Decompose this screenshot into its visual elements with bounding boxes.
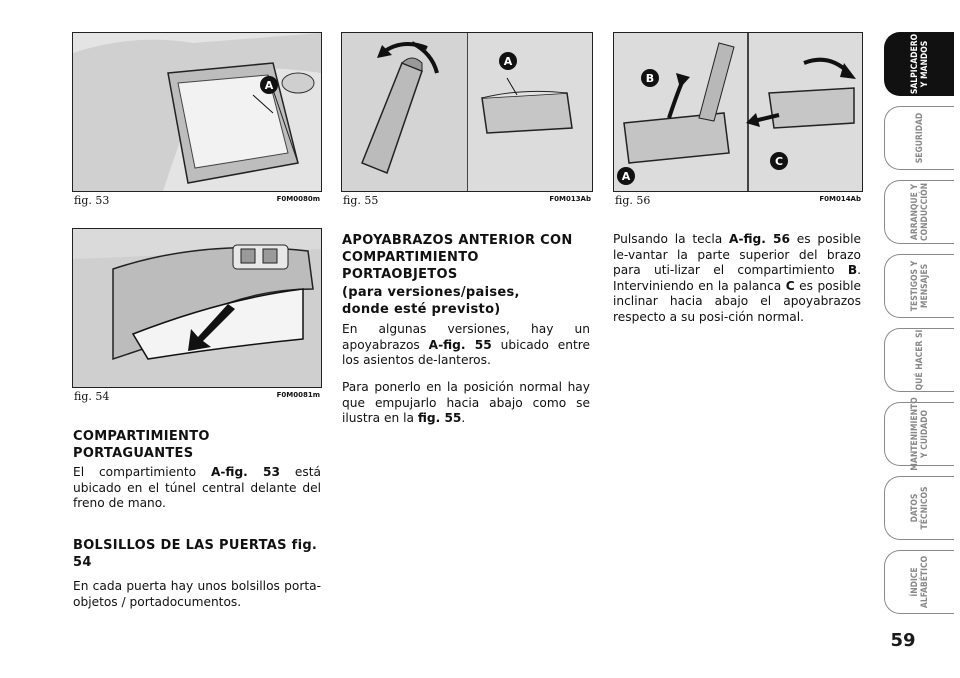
figure-56-caption: fig. 56	[615, 194, 651, 207]
tab-salpicadero-y-mandos[interactable]	[884, 32, 954, 96]
figure-55-code: F0M013Ab	[549, 195, 591, 203]
figure-53-caption: fig. 53	[74, 194, 110, 207]
armrest-heading: APOYABRAZOS ANTERIOR CON COMPARTIMIENTO PORTAOBJETOS	[342, 233, 573, 282]
figure-56-marker-c: C	[774, 155, 784, 168]
tab-label: ÍNDICE ALFABÉTICO	[909, 555, 930, 609]
armrest-operation-illustration	[614, 33, 862, 191]
glovebox-illustration	[73, 33, 321, 191]
glovebox-heading: COMPARTIMIENTO PORTAGUANTES	[73, 429, 210, 461]
glovebox-paragraph: El compartimiento A-fig. 53 está ubicado en el túnel central delante del freno de mano.	[73, 465, 321, 510]
figure-54-caption: fig. 54	[74, 390, 110, 403]
figure-56-code: F0M014Ab	[819, 195, 861, 203]
tab-label: TESTIGOS Y MENSAJES	[909, 260, 930, 312]
tab-datos-tecnicos[interactable]	[884, 476, 954, 540]
door-pockets-heading: BOLSILLOS DE LAS PUERTAS fig. 54	[73, 538, 318, 570]
armrest-operation-paragraph: Pulsando la tecla A-fig. 56 es posible le-vantar la parte superior del brazo para uti-lizar el compartimiento B. Interviniendo en la palanca C es posible inclinar hacia abajo el apoyabrazos respecto a su posi-ción normal.	[613, 232, 861, 324]
figure-56-marker-b: B	[645, 72, 655, 85]
figure-53-image	[72, 32, 322, 192]
tab-label: MANTENIMIENTO Y CUIDADO	[909, 397, 930, 471]
tab-label: QUÉ HACER SI	[914, 329, 925, 391]
door-pockets-paragraph: En cada puerta hay unos bolsillos porta-objetos / portadocumentos.	[73, 579, 321, 609]
page-number: 59	[890, 630, 916, 651]
armrest-paragraph-1: En algunas versiones, hay un apoyabrazos A-fig. 55 ubicado entre los asientos de-lanteros.	[342, 322, 590, 367]
figure-54-image	[72, 228, 322, 388]
tab-testigos-y-mensajes[interactable]	[884, 254, 954, 318]
figure-55-marker: A	[503, 55, 513, 68]
tab-mantenimiento-y-cuidado[interactable]	[884, 397, 954, 471]
armrest-subheading: (para versiones/paises, donde esté previsto)	[342, 285, 520, 317]
tab-indice-alfabetico[interactable]	[884, 550, 954, 614]
armrest-illustration	[342, 33, 592, 191]
tab-label: SEGURIDAD	[914, 112, 925, 164]
tab-label: DATOS TÉCNICOS	[909, 486, 930, 530]
tab-arranque-y-conduccion[interactable]	[884, 180, 954, 244]
door-pocket-illustration	[73, 229, 321, 387]
figure-55-image	[341, 32, 593, 192]
figure-55-caption: fig. 55	[343, 194, 379, 207]
tab-que-hacer-si[interactable]	[884, 328, 954, 392]
armrest-paragraph-2: Para ponerlo en la posición normal hay que empujarlo hacia abajo como se ilustra en la fig. 55.	[342, 380, 590, 425]
tab-seguridad[interactable]	[884, 106, 954, 170]
figure-53-marker: A	[264, 79, 274, 92]
tab-label: ARRANQUE Y CONDUCCIÓN	[909, 182, 930, 242]
figure-54-code: F0M0081m	[276, 391, 320, 399]
figure-53-code: F0M0080m	[276, 195, 320, 203]
figure-56-marker-a: A	[621, 170, 631, 183]
figure-56-image	[613, 32, 863, 192]
tab-label: SALPICADERO Y MANDOS	[909, 33, 930, 95]
